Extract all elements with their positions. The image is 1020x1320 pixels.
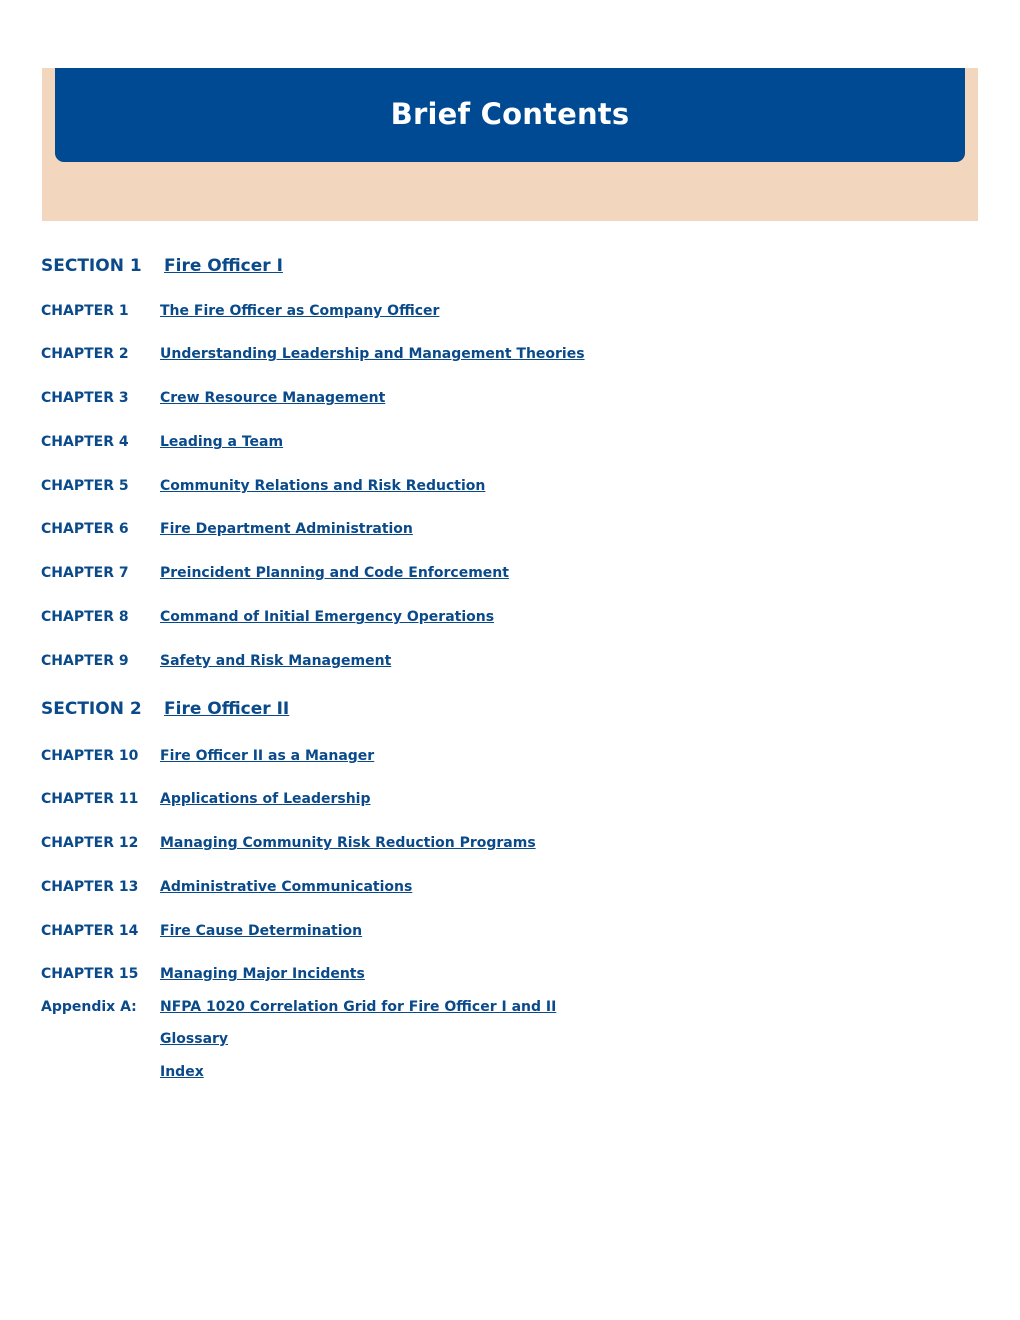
chapter-label: CHAPTER 10 [41, 748, 139, 764]
chapter-link[interactable]: Applications of Leadership [160, 791, 371, 807]
chapter-link[interactable]: Administrative Communications [160, 879, 413, 895]
chapter-label: CHAPTER 15 [41, 966, 139, 982]
chapter-label: CHAPTER 6 [41, 521, 129, 537]
table-of-contents [41, 0, 941, 1320]
chapter-link[interactable]: Command of Initial Emergency Operations [160, 609, 495, 625]
chapter-label: CHAPTER 5 [41, 478, 129, 494]
chapter-link[interactable]: Preincident Planning and Code Enforcement [160, 565, 509, 581]
chapter-label: CHAPTER 14 [41, 923, 139, 939]
chapter-link[interactable]: Leading a Team [160, 434, 284, 450]
chapter-link[interactable]: Understanding Leadership and Management Theories [160, 346, 585, 362]
section-label: SECTION 2 [41, 699, 142, 719]
chapter-link[interactable]: Managing Major Incidents [160, 966, 365, 982]
section-link[interactable]: Fire Officer I [164, 256, 283, 276]
chapter-label: CHAPTER 1 [41, 303, 129, 319]
chapter-label: CHAPTER 2 [41, 346, 129, 362]
chapter-label: CHAPTER 13 [41, 879, 139, 895]
chapter-label: CHAPTER 12 [41, 835, 139, 851]
page-title: Brief Contents [390, 97, 630, 131]
chapter-label: CHAPTER 11 [41, 791, 139, 807]
chapter-link[interactable]: Crew Resource Management [160, 390, 386, 406]
section-link[interactable]: Fire Officer II [164, 699, 290, 719]
chapter-link[interactable]: The Fire Officer as Company Officer [160, 303, 440, 319]
appendix-link[interactable]: NFPA 1020 Correlation Grid for Fire Officer I and II [160, 999, 557, 1015]
chapter-link[interactable]: Safety and Risk Management [160, 653, 392, 669]
chapter-label: CHAPTER 9 [41, 653, 129, 669]
chapter-label: CHAPTER 8 [41, 609, 129, 625]
chapter-link[interactable]: Fire Department Administration [160, 521, 413, 537]
chapter-label: CHAPTER 7 [41, 565, 129, 581]
chapter-label: CHAPTER 4 [41, 434, 129, 450]
chapter-link[interactable]: Fire Cause Determination [160, 923, 363, 939]
glossary-link[interactable]: Glossary [160, 1031, 229, 1047]
chapter-link[interactable]: Managing Community Risk Reduction Programs [160, 835, 536, 851]
chapter-link[interactable]: Fire Officer II as a Manager [160, 748, 375, 764]
chapter-label: CHAPTER 3 [41, 390, 129, 406]
index-link[interactable]: Index [160, 1064, 204, 1080]
appendix-label: Appendix A: [41, 999, 137, 1015]
section-label: SECTION 1 [41, 256, 142, 276]
chapter-link[interactable]: Community Relations and Risk Reduction [160, 478, 486, 494]
